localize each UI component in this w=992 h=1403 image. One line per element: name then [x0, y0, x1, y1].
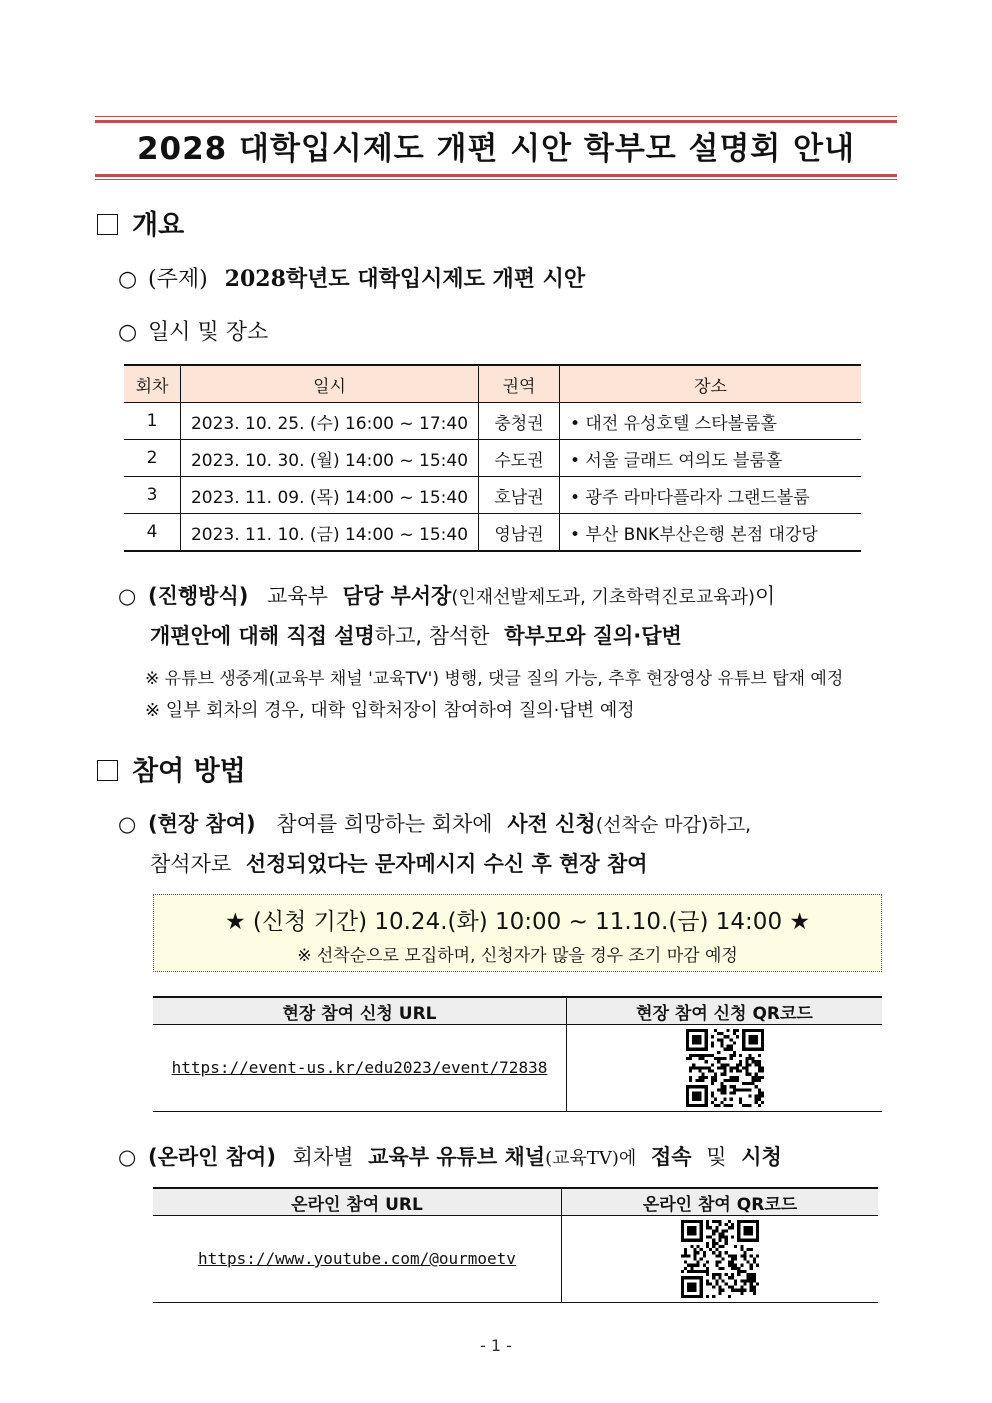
schedule-table: [124, 364, 861, 552]
cell-place: • 부산 BNK부산은행 본점 대강당: [560, 514, 862, 552]
cell-datetime: 2023. 11. 10. (금) 14:00 ~ 15:40: [181, 514, 479, 552]
section-participation-heading: 참여 방법: [97, 749, 246, 788]
qr-code-icon[interactable]: [686, 1029, 764, 1107]
bullet-circle-icon: ○: [118, 320, 138, 345]
method-text: 교육부: [267, 584, 328, 608]
table-row: [124, 403, 861, 440]
online-label: (온라인 참여): [148, 1145, 276, 1169]
online-bold: 시청: [741, 1145, 782, 1169]
table-row: [153, 1216, 878, 1303]
online-line: [118, 1141, 782, 1171]
online-text: 및: [706, 1145, 727, 1169]
onsite-bold: 사전 신청: [507, 812, 596, 836]
onsite-bold: 선정되었다는 문자메시지 수신 후 현장 참여: [245, 852, 648, 876]
online-url-table: [153, 1187, 878, 1303]
qr-cell: [562, 1216, 879, 1303]
url-cell: [153, 1216, 562, 1303]
section-overview-heading: 개요: [97, 203, 184, 242]
onsite-url-link[interactable]: https://event-us.kr/edu2023/event/72838: [171, 1058, 548, 1077]
col-header: 장소: [560, 365, 862, 403]
cell-region: 수도권: [479, 440, 560, 477]
col-header: 온라인 참여 QR코드: [562, 1188, 879, 1216]
online-text: 회차별: [292, 1145, 354, 1169]
cell-datetime: 2023. 11. 09. (목) 14:00 ~ 15:40: [181, 477, 479, 514]
onsite-line-2: [150, 848, 648, 878]
table-row: [124, 477, 861, 514]
col-header: 권역: [479, 365, 560, 403]
online-text: (교육TV)에: [545, 1148, 637, 1169]
topic-line: [118, 262, 585, 293]
table-row: [153, 1025, 882, 1112]
col-header: 현장 참여 신청 QR코드: [567, 997, 883, 1025]
topic-text: 2028학년도 대학입시제도 개편 시안: [224, 266, 586, 292]
title-rule-top-thin: [95, 116, 897, 117]
title-rule-bottom-thick: [95, 174, 897, 177]
note-admissions: ※ 일부 회차의 경우, 대학 입학처장이 참여하여 질의·답변 예정: [145, 700, 635, 721]
checkbox-square-icon: [97, 214, 118, 235]
cell-datetime: 2023. 10. 25. (수) 16:00 ~ 17:40: [181, 403, 479, 440]
cell-no: 4: [124, 514, 181, 552]
col-header: 회차: [124, 365, 181, 403]
method-label: (진행방식): [148, 584, 249, 608]
qr-code-icon[interactable]: [681, 1220, 759, 1298]
onsite-label: (현장 참여): [148, 812, 256, 836]
schedule-line: [118, 315, 268, 346]
onsite-url-table: [153, 996, 882, 1112]
cell-region: 영남권: [479, 514, 560, 552]
checkbox-square-icon: [97, 760, 118, 781]
col-header: 현장 참여 신청 URL: [153, 997, 567, 1025]
online-url-link[interactable]: https://www.youtube.com/@ourmoetv: [198, 1249, 516, 1268]
onsite-text: (선착순 마감)하고,: [595, 814, 752, 836]
onsite-text: 참여를 희망하는 회차에: [276, 812, 493, 836]
method-line-1: [118, 580, 775, 610]
onsite-line-1: [118, 808, 751, 838]
bullet-circle-icon: ○: [118, 812, 137, 836]
method-bold: 학부모와 질의·답변: [504, 624, 682, 648]
method-text: 이: [755, 584, 776, 608]
page-number: - 1 -: [480, 1336, 512, 1355]
application-note: ※ 선착순으로 모집하며, 신청자가 많을 경우 조기 마감 예정: [297, 946, 738, 966]
url-cell: [153, 1025, 567, 1112]
method-bold: 담당 부서장: [342, 584, 452, 608]
application-period: ★ (신청 기간) 10.24.(화) 10:00 ~ 11.10.(금) 14:00 ★: [224, 909, 811, 935]
method-text: 하고, 참석한: [374, 624, 490, 648]
cell-place: • 대전 유성호텔 스타볼룸홀: [560, 403, 862, 440]
method-line-2: [150, 620, 682, 650]
col-header: 일시: [181, 365, 479, 403]
col-header: 온라인 참여 URL: [153, 1188, 562, 1216]
table-row: [124, 440, 861, 477]
qr-cell: [567, 1025, 883, 1112]
application-period-box: [153, 894, 882, 972]
cell-no: 3: [124, 477, 181, 514]
cell-no: 2: [124, 440, 181, 477]
bullet-circle-icon: ○: [118, 584, 137, 608]
cell-no: 1: [124, 403, 181, 440]
title-rule-top-thick: [95, 120, 897, 123]
cell-region: 충청권: [479, 403, 560, 440]
cell-region: 호남권: [479, 477, 560, 514]
cell-place: • 광주 라마다플라자 그랜드볼룸: [560, 477, 862, 514]
table-header-row: [124, 365, 861, 403]
table-header-row: [153, 997, 882, 1025]
method-bold: 개편안에 대해 직접 설명: [150, 624, 375, 648]
table-header-row: [153, 1188, 878, 1216]
page-title: 2028 대학입시제도 개편 시안 학부모 설명회 안내: [136, 131, 856, 167]
note-livestream: ※ 유튜브 생중계(교육부 채널 '교육TV') 병행, 댓글 질의 가능, 추후 현장영상 유튜브 탑재 예정: [145, 669, 844, 689]
online-bold: 접속: [651, 1145, 692, 1169]
onsite-text: 참석자로: [150, 852, 232, 876]
schedule-label: 일시 및 장소: [148, 320, 269, 345]
cell-datetime: 2023. 10. 30. (월) 14:00 ~ 15:40: [181, 440, 479, 477]
topic-label: (주제): [148, 267, 208, 292]
method-note: (인재선발제도과, 기초학력진로교육과): [451, 587, 756, 608]
title-rule-bottom-thin: [95, 179, 897, 180]
cell-place: • 서울 글래드 여의도 블룸홀: [560, 440, 862, 477]
bullet-circle-icon: ○: [118, 267, 138, 292]
bullet-circle-icon: ○: [118, 1145, 137, 1169]
table-row: [124, 514, 861, 552]
online-bold: 교육부 유튜브 채널: [368, 1145, 546, 1169]
